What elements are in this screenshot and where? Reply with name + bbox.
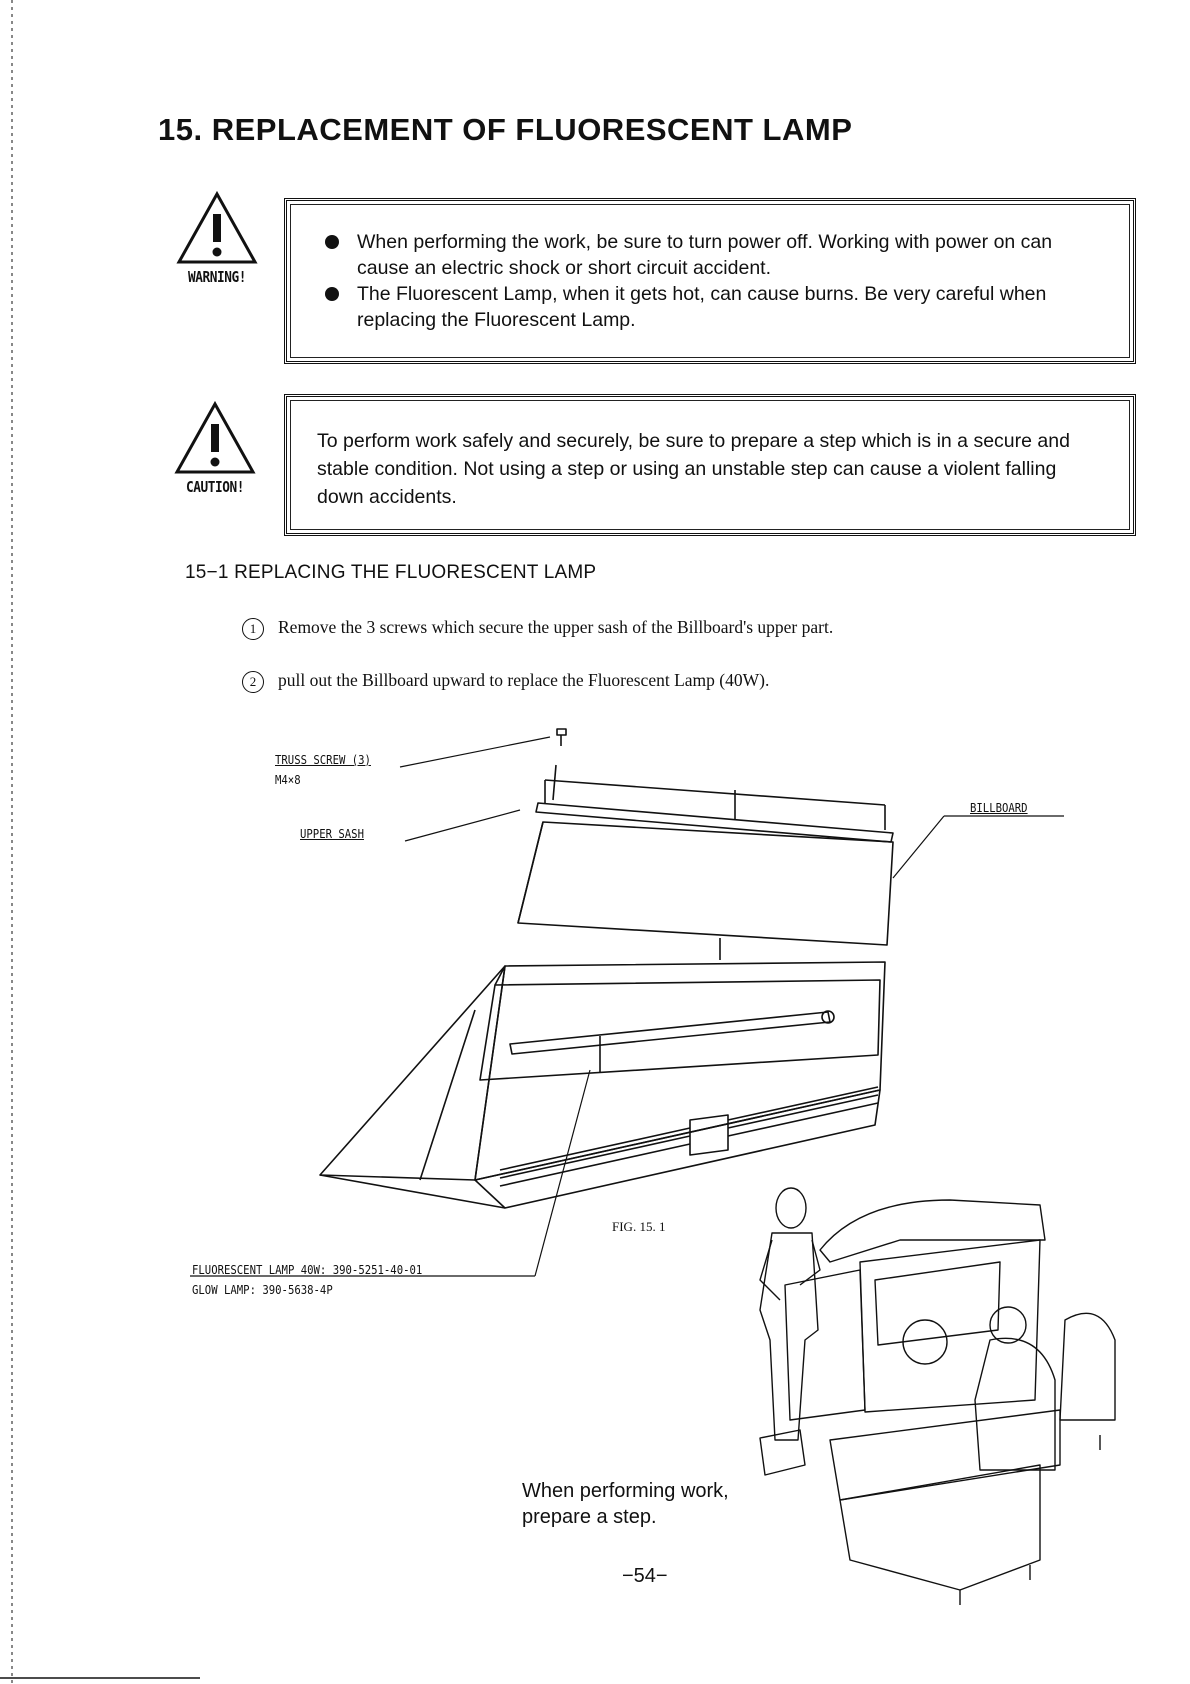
- truss-screw-size-callout: M4×8: [275, 772, 301, 787]
- warning-item: The Fluorescent Lamp, when it gets hot, can cause burns. Be very careful when replacing the Fluorescent Lamp.: [319, 281, 1089, 333]
- page-title: 15. REPLACEMENT OF FLUORESCENT LAMP: [158, 112, 853, 147]
- billboard-callout: BILLBOARD: [970, 800, 1028, 815]
- billboard-panel-drawing: [518, 822, 893, 960]
- lamp-housing-drawing: [320, 962, 885, 1208]
- step-number: 2: [242, 671, 264, 693]
- person-on-step-drawing: [760, 1188, 820, 1475]
- upper-sash-drawing: [536, 780, 893, 842]
- driving-cabinet-drawing: [785, 1200, 1115, 1605]
- upper-sash-callout: UPPER SASH: [300, 826, 364, 841]
- step-note: When performing work, prepare a step.: [522, 1480, 729, 1528]
- glow-lamp-callout: GLOW LAMP: 390-5638-4P: [192, 1282, 333, 1297]
- step-1: 1 Remove the 3 screws which secure the upper sash of the Billboard's upper part.: [242, 617, 833, 640]
- figure-caption: FIG. 15. 1: [612, 1219, 666, 1234]
- section-heading: 15−1 REPLACING THE FLUORESCENT LAMP: [185, 562, 597, 583]
- truss-screw-callout: TRUSS SCREW (3): [275, 752, 371, 767]
- step-number: 1: [242, 618, 264, 640]
- step-2: 2 pull out the Billboard upward to replace the Fluorescent Lamp (40W).: [242, 670, 769, 693]
- warning-item: When performing the work, be sure to turn power off. Working with power on can cause an electric shock or short circuit accident.: [319, 229, 1089, 281]
- fluorescent-lamp-callout: FLUORESCENT LAMP 40W: 390-5251-40-01: [192, 1262, 423, 1277]
- truss-screw-drawing: [553, 729, 566, 800]
- caution-text: To perform work safely and securely, be sure to prepare a step which is in a secure and stable condition. Not using a step or using an unstable step can cause a violent falling down accidents.: [317, 430, 1070, 508]
- page-number: −54−: [622, 1565, 668, 1587]
- caution-label: CAUTION!: [185, 478, 245, 496]
- callout-leaders: [190, 737, 1064, 1276]
- warning-label: WARNING!: [187, 268, 247, 286]
